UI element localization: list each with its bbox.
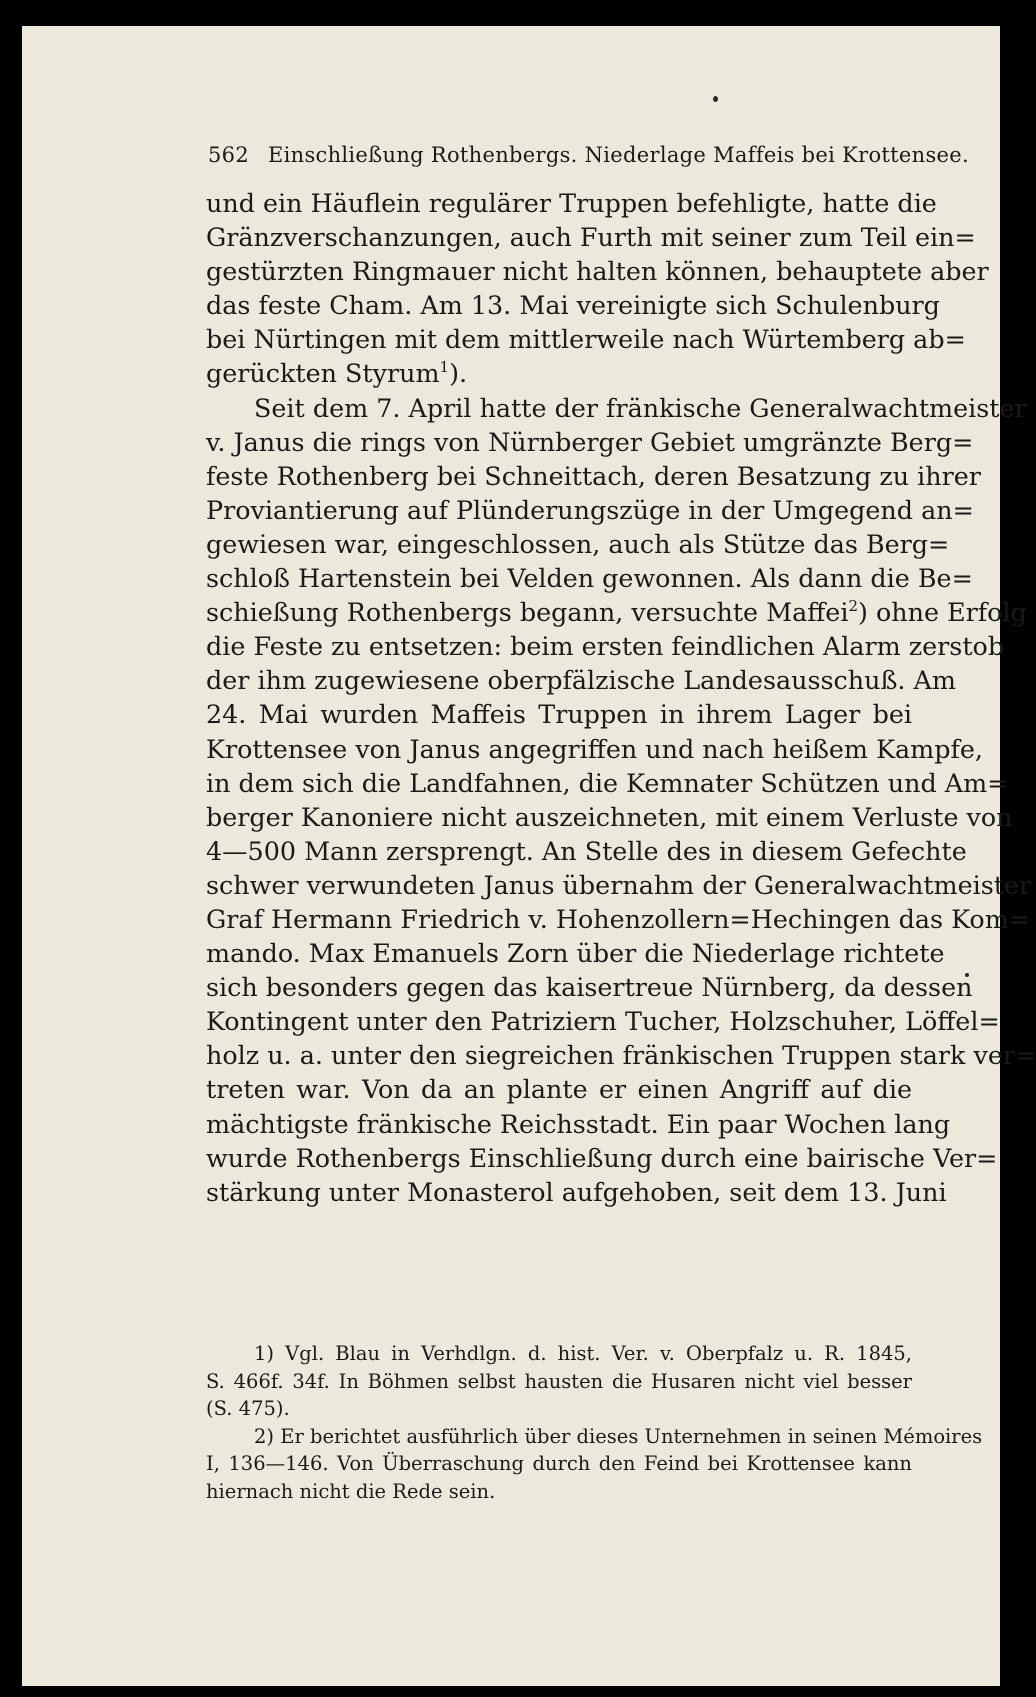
text-line-content: Gränzverschanzungen, auch Furth mit seiner zum Teil ein= — [206, 222, 976, 253]
text-line-content: in dem sich die Landfahnen, die Kemnater Schützen und Am= — [206, 767, 1009, 798]
text-line-content: der ihm zugewiesene oberpfälzische Landesausschuß. Am — [206, 665, 956, 696]
text-line — [206, 1107, 951, 1141]
text-line-content: treten war. Von da an plante er einen Angriff auf die — [206, 1074, 912, 1105]
footnotes — [206, 1340, 983, 1505]
text-line-content: Krottensee von Janus angegriffen und nach heißem Kampfe, — [206, 733, 984, 764]
text-line — [206, 1072, 912, 1106]
text-line-content: feste Rothenberg bei Schneittach, deren Besatzung zu ihrer — [206, 460, 981, 491]
text-line — [206, 800, 1013, 834]
text-line — [206, 459, 981, 493]
text-line-content: Kontingent unter den Patriziern Tucher, Holzschuher, Löffel= — [206, 1006, 1000, 1037]
text-line-content: berger Kanoniere nicht auszeichneten, mit einem Verluste von — [206, 801, 1013, 832]
text-line — [206, 220, 976, 254]
text-line-content: wurde Rothenbergs Einschließung durch eine bairische Ver= — [206, 1142, 998, 1173]
text-line-content: mando. Max Emanuels Zorn über die Niederlage richtete — [206, 938, 945, 969]
text-line — [206, 1175, 947, 1209]
text-line — [206, 766, 1009, 800]
text-line-content: holz u. a. unter den siegreichen fränkischen Truppen stark ver= — [206, 1040, 1036, 1071]
text-line — [206, 322, 966, 356]
text-line — [206, 356, 912, 390]
footnote-line: I, 136—146. Von Überraschung durch den Feind bei Krottensee kann — [206, 1452, 912, 1475]
text-line — [206, 868, 1032, 902]
text-line — [206, 288, 940, 322]
footnote-line: S. 466f. 34f. In Böhmen selbst hausten die Husaren nicht viel besser — [206, 1369, 912, 1393]
text-line-content: mächtigste fränkische Reichsstadt. Ein paar Wochen lang — [206, 1108, 951, 1139]
text-line-content: stärkung unter Monasterol aufgehoben, seit dem 13. Juni — [206, 1176, 947, 1207]
text-line-content: Proviantierung auf Plünderungszüge in der Umgegend an= — [206, 494, 974, 525]
text-line — [206, 697, 912, 731]
text-line — [206, 527, 950, 561]
text-line-content: gestürzten Ringmauer nicht halten können, behauptete aber — [206, 256, 989, 287]
text-line-content: 24. Mai wurden Maffeis Truppen in ihrem Lager bei — [206, 699, 912, 730]
text-line — [206, 663, 956, 697]
text-line — [206, 493, 974, 527]
text-line — [206, 834, 967, 868]
running-header — [208, 143, 969, 167]
text-line — [206, 1004, 1000, 1038]
text-line — [206, 1141, 998, 1175]
text-line-content: 4—500 Mann zersprengt. An Stelle des in diesem Gefechte — [206, 835, 967, 866]
text-line — [206, 970, 973, 1004]
text-line — [206, 561, 973, 595]
text-line-content: schloß Hartenstein bei Velden gewonnen. Als dann die Be= — [206, 563, 973, 594]
text-line — [206, 254, 989, 288]
footnote-line: 1) Vgl. Blau in Verhdlgn. d. hist. Ver. v. Oberpfalz u. R. 1845, — [254, 1342, 912, 1365]
body-text — [206, 186, 1036, 1209]
page-number: 562 — [208, 143, 249, 167]
text-line — [206, 425, 974, 459]
footnote-line: (S. 475). — [206, 1397, 290, 1420]
text-line-content: Seit dem 7. April hatte der fränkische Generalwachtmeister — [254, 392, 1027, 423]
text-line-tail: ) ohne Erfolg — [858, 597, 1027, 628]
text-line-content: schießung Rothenbergs begann, versuchte Maffei — [206, 597, 849, 628]
text-line — [206, 936, 945, 970]
ink-speck — [713, 96, 718, 102]
text-line — [206, 391, 1027, 425]
text-line-content: die Feste zu entsetzen: beim ersten feindlichen Alarm zerstob — [206, 631, 1005, 662]
text-line — [206, 732, 984, 766]
text-line-content: gerückten Styrum — [206, 358, 440, 389]
text-line — [206, 186, 937, 220]
text-line-tail: ). — [449, 358, 468, 389]
text-line — [206, 595, 1027, 629]
text-line-content: bei Nürtingen mit dem mittlerweile nach Würtemberg ab= — [206, 324, 966, 355]
footnote-line: 2) Er berichtet ausführlich über dieses Unternehmen in seinen Mémoires — [254, 1424, 983, 1448]
running-title: Einschließung Rothenbergs. Niederlage Maffeis bei Krottensee. — [267, 143, 969, 167]
text-line — [206, 1038, 1036, 1072]
text-line-content: das feste Cham. Am 13. Mai vereinigte sich Schulenburg — [206, 290, 940, 321]
text-line-content: Graf Hermann Friedrich v. Hohenzollern=Hechingen das Kom= — [206, 903, 1031, 934]
text-line-content: gewiesen war, eingeschlossen, auch als Stütze das Berg= — [206, 528, 950, 559]
text-line-content: und ein Häuflein regulärer Truppen befehligte, hatte die — [206, 188, 937, 218]
text-line-content: sich besonders gegen das kaisertreue Nürnberg, da dessen — [206, 972, 973, 1003]
footnote-line: hiernach nicht die Rede sein. — [206, 1479, 496, 1503]
text-line-content: schwer verwundeten Janus übernahm der Generalwachtmeister — [206, 869, 1032, 900]
text-line — [206, 629, 1005, 663]
book-page — [22, 26, 1036, 1686]
text-line — [206, 902, 1031, 936]
text-line-content: v. Janus die rings von Nürnberger Gebiet umgränzte Berg= — [206, 426, 974, 457]
footnote-marker[interactable]: 1 — [439, 358, 450, 377]
footnote-marker[interactable]: 2 — [848, 597, 858, 616]
